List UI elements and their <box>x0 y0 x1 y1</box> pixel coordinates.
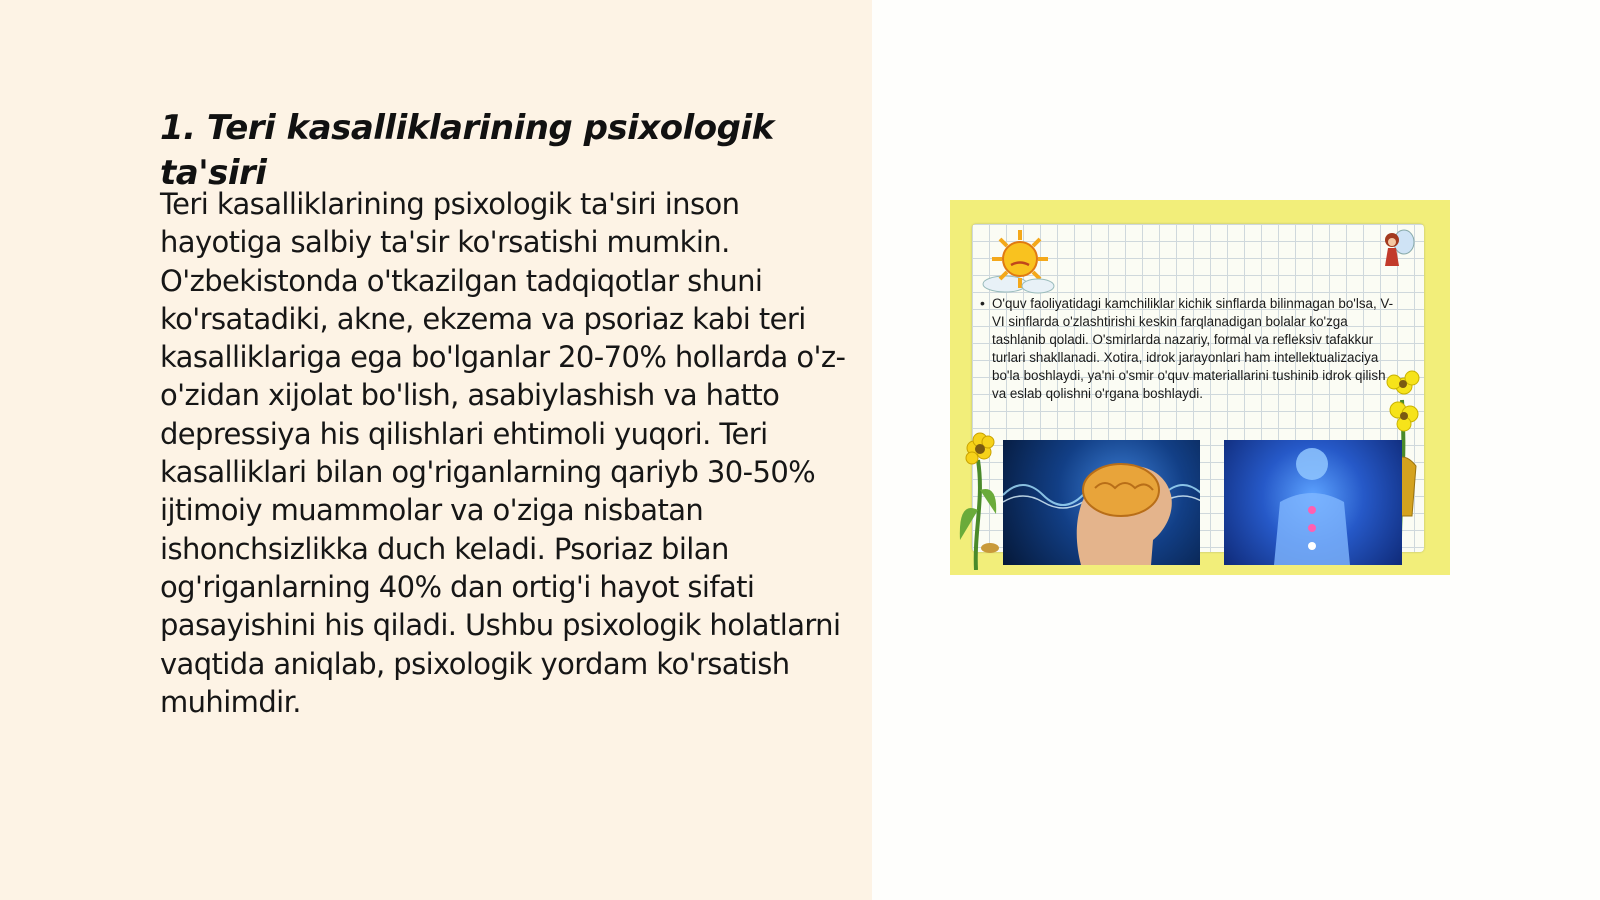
brain-photo <box>1003 440 1200 565</box>
slide-title: 1. Teri kasalliklarining psixologik ta'siri <box>160 108 774 193</box>
flower-icon <box>954 430 1004 570</box>
card-text: O'quv faoliyatidagi kamchiliklar kichik sinflarda bilinmagan bo'lsa, V-VI sinflarda o'zlashtirishi keskin farqlanadigan bolalar ko'zga tashlanib qoladi. O'smirlarda nazariy, formal va refleksiv tafakkur turlari shakllanadi. Xotira, idrok jarayonlari ham intellektualizaciya bo'la boshlaydi, ya'ni o'smir o'quv materiallarini tushinib idrok qilish va eslab qolishni o'rgana boshlaydi. <box>992 296 1394 401</box>
human-body-icon <box>1224 440 1402 565</box>
human-body-photo <box>1224 440 1402 565</box>
fairy-icon <box>1378 226 1418 276</box>
brain-icon <box>1003 440 1200 565</box>
slide-body-text: Teri kasalliklarining psixologik ta'siri inson hayotiga salbiy ta'sir ko'rsatishi mumkin. O'zbekistonda o'tkazilgan tadqiqotlar shuni ko'rsatadiki, akne, ekzema va psoriaz kabi teri kasalliklariga ega bo'lganlar 20-70% hollarda o'z-o'zidan xijolat bo'lish, asabiylashish va hatto depressiya his qilishlari ehtimoli yuqori. Teri kasalliklari bilan og'riganlarning qariyb 30-50% ijtimoiy muammolar va o'ziga nisbatan ishonchsizlikka duch keladi. Psoriaz bilan og'riganlarning 40% dan ortig'i hayot sifati pasayishini his qiladi. Ushbu psixologik holatlarni vaqtida aniqlab, psixologik yordam ko'rsatish muhimdir. <box>160 187 846 719</box>
sun-icon <box>980 226 1060 296</box>
illustration-card <box>950 200 1450 575</box>
bullet-marker: • <box>980 295 985 311</box>
